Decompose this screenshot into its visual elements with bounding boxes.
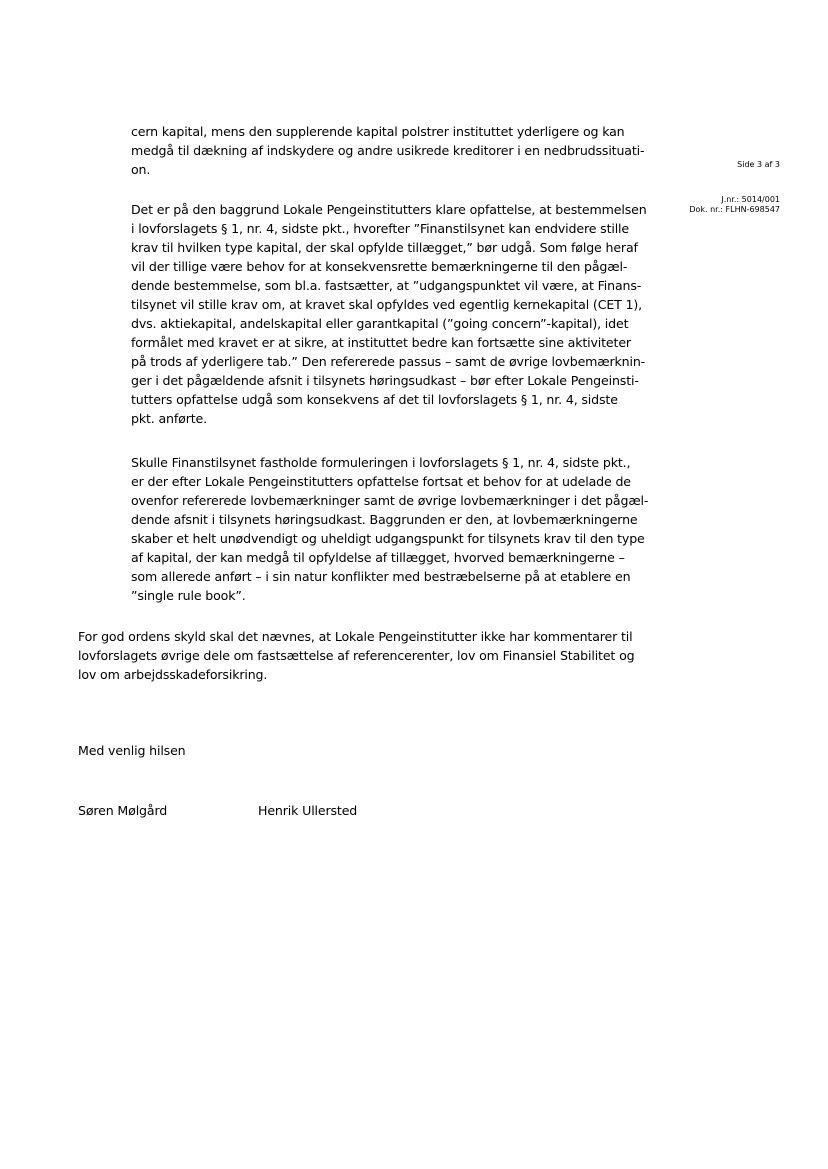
text-line: cern kapital, mens den supplerende kapital polstrer instituttet yderligere og kan	[131, 124, 625, 139]
text-line: krav til hvilken type kapital, der skal opfylde tillægget,” bør udgå. Som følge heraf	[131, 240, 638, 255]
text-line: lovforslagets øvrige dele om fastsættelse af referencerenter, lov om Finansiel Stabilitet og	[78, 648, 635, 663]
closing-greeting: Med venlig hilsen	[78, 743, 186, 758]
signatory-name: Henrik Ullersted	[258, 803, 358, 818]
text-line: ovenfor refererede lovbemærkninger samt de øvrige lovbemærkninger i det pågæl-	[131, 493, 649, 508]
text-line: tilsynet vil stille krav om, at kravet skal opfyldes ved egentlig kernekapital (CET 1),	[131, 297, 643, 312]
text-line: skaber et helt unødvendigt og uheldigt udgangspunkt for tilsynets krav til den type	[131, 531, 645, 546]
text-line: dende bestemmelse, som bl.a. fastsætter, at ”udgangspunktet vil være, at Finans-	[131, 278, 642, 293]
text-line: Skulle Finanstilsynet fastholde formuleringen i lovforslagets § 1, nr. 4, sidste pkt.,	[131, 455, 631, 470]
text-line: on.	[131, 162, 151, 177]
text-line: vil der tillige være behov for at konsekvensrette bemærkningerne til den pågæl-	[131, 259, 628, 274]
page-number: Side 3 af 3	[737, 160, 780, 169]
text-line: For god ordens skyld skal det nævnes, at Lokale Pengeinstitutter ikke har kommentarer til	[78, 629, 633, 644]
document-number: Dok. nr.: FLHN-698547	[689, 205, 780, 214]
text-line: dvs. aktiekapital, andelskapital eller garantkapital (”going concern”-kapital), idet	[131, 316, 629, 331]
text-line: medgå til dækning af indskydere og andre usikrede kreditorer i en nedbrudssituati-	[131, 143, 645, 158]
text-line: lov om arbejdsskadeforsikring.	[78, 667, 268, 682]
text-line: ger i det pågældende afsnit i tilsynets høringsudkast – bør efter Lokale Pengeinsti-	[131, 373, 639, 388]
text-line: ”single rule book”.	[131, 588, 246, 603]
text-line: som allerede anført – i sin natur konflikter med bestræbelserne på at etablere en	[131, 569, 631, 584]
signatory-name: Søren Mølgård	[78, 803, 168, 818]
text-line: af kapital, der kan medgå til opfyldelse af tillægget, hvorved bemærkningerne –	[131, 550, 625, 565]
text-line: dende afsnit i tilsynets høringsudkast. Baggrunden er den, at lovbemærkningerne	[131, 512, 638, 527]
text-line: i lovforslagets § 1, nr. 4, sidste pkt., hvorefter ”Finanstilsynet kan endvidere stille	[131, 221, 630, 236]
text-line: Det er på den baggrund Lokale Pengeinstitutters klare opfattelse, at bestemmelsen	[131, 202, 647, 217]
text-line: på trods af yderligere tab.” Den refererede passus – samt de øvrige lovbemærknin-	[131, 354, 646, 369]
text-line: pkt. anførte.	[131, 411, 207, 426]
journal-number: J.nr.: 5014/001	[721, 195, 780, 204]
text-line: tutters opfattelse udgå som konsekvens af det til lovforslagets § 1, nr. 4, sidste	[131, 392, 618, 407]
text-line: er der efter Lokale Pengeinstitutters opfattelse fortsat et behov for at udelade de	[131, 474, 631, 489]
text-line: formålet med kravet er at sikre, at instituttet bedre kan fortsætte sine aktiviteter	[131, 335, 631, 350]
